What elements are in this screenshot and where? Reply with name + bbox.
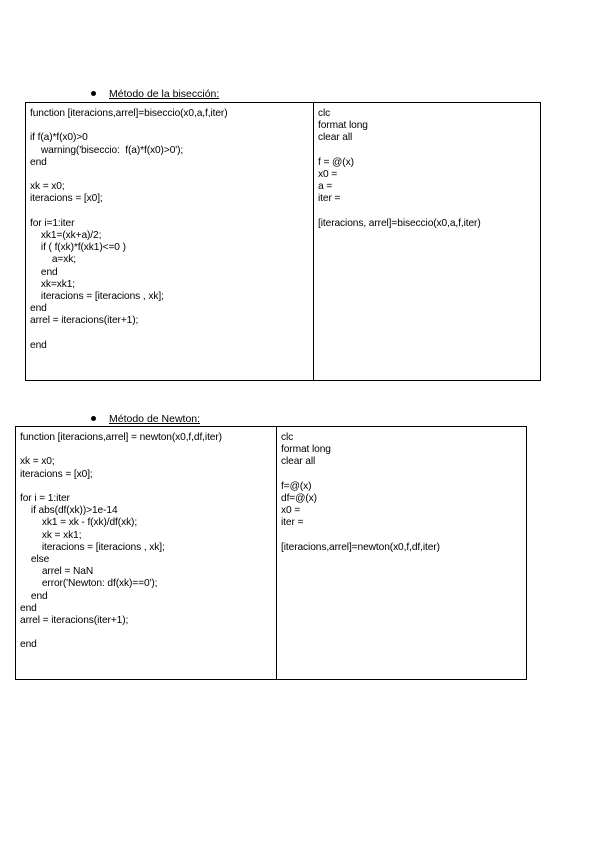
code-line: else	[20, 554, 50, 566]
code-line: for i = 1:iter	[20, 493, 70, 505]
code-line	[20, 627, 272, 639]
code-line	[318, 206, 536, 218]
code-line: xk1=(xk+a)/2;	[30, 230, 102, 242]
code-line: if abs(df(xk))>1e-14	[20, 505, 118, 517]
code-line: arrel = NaN	[20, 566, 94, 578]
code-line: function [iteracions,arrel]=biseccio(x0,a,f,iter)	[30, 108, 228, 119]
code-line: clc	[281, 432, 294, 443]
script-cell	[314, 103, 541, 381]
code-line: clear all	[318, 132, 353, 144]
code-line	[318, 145, 536, 157]
function-code	[20, 432, 272, 652]
code-line: [iteracions,arrel]=newton(x0,f,df,iter)	[281, 541, 440, 553]
code-line	[30, 169, 309, 181]
code-line: x0 =	[318, 169, 338, 181]
code-line: [iteracions, arrel]=biseccio(x0,a,f,iter)	[318, 217, 481, 229]
code-line: xk = x0;	[30, 181, 65, 193]
bullet-icon	[91, 91, 96, 96]
code-line	[20, 444, 272, 456]
function-cell	[16, 427, 277, 680]
code-line	[30, 120, 309, 132]
heading-newton	[91, 413, 200, 425]
function-cell	[26, 103, 314, 381]
code-line: iter =	[318, 193, 341, 205]
function-code	[30, 108, 309, 352]
code-line: clear all	[281, 456, 316, 468]
code-line	[20, 481, 272, 493]
code-line: iteracions = [iteracions , xk];	[30, 291, 164, 303]
code-line: iteracions = [iteracions , xk];	[20, 541, 165, 553]
code-line: df=@(x)	[281, 493, 317, 505]
code-line	[30, 206, 309, 218]
code-table-newton	[15, 426, 527, 680]
script-code	[281, 432, 522, 554]
script-code	[318, 108, 536, 230]
code-line: x0 =	[281, 505, 301, 517]
code-line: if f(a)*f(x0)>0	[30, 132, 88, 144]
section-title: Método de Newton:	[109, 413, 201, 425]
code-line: end	[20, 590, 48, 602]
code-line: iteracions = [x0];	[30, 193, 103, 205]
code-line: f = @(x)	[318, 156, 354, 168]
code-line: warning('biseccio: f(a)*f(x0)>0');	[30, 144, 184, 156]
code-line: f=@(x)	[281, 480, 312, 492]
code-line: format long	[318, 120, 368, 132]
code-table-biseccion	[25, 102, 541, 381]
code-line: end	[20, 602, 37, 614]
code-line: end	[30, 339, 47, 351]
code-line: xk=xk1;	[30, 278, 76, 290]
code-line: xk1 = xk - f(xk)/df(xk);	[20, 517, 138, 529]
code-line: a=xk;	[30, 254, 76, 266]
code-line	[281, 469, 522, 481]
code-line: error('Newton: df(xk)==0');	[20, 578, 158, 590]
code-line: if ( f(xk)*f(xk1)<=0 )	[30, 242, 126, 254]
code-line: iteracions = [x0];	[20, 468, 93, 480]
bullet-icon	[91, 416, 96, 421]
code-line: arrel = iteracions(iter+1);	[30, 315, 139, 327]
section-title: Método de la bisección:	[109, 88, 220, 100]
code-line: for i=1:iter	[30, 217, 75, 229]
code-line: end	[30, 303, 47, 315]
code-line: arrel = iteracions(iter+1);	[20, 615, 129, 627]
code-line: end	[20, 639, 37, 651]
code-line: function [iteracions,arrel] = newton(x0,f,df,iter)	[20, 432, 222, 443]
code-line: iter =	[281, 517, 304, 529]
code-line: format long	[281, 444, 331, 456]
code-line: a =	[318, 181, 333, 193]
script-cell	[277, 427, 527, 680]
code-line: end	[30, 156, 47, 168]
code-line: xk = x0;	[20, 456, 55, 468]
code-line: end	[30, 266, 58, 278]
code-line	[30, 328, 309, 340]
code-line: xk = xk1;	[20, 529, 82, 541]
heading-biseccion	[91, 88, 219, 100]
code-line	[281, 530, 522, 542]
code-line: clc	[318, 108, 331, 119]
